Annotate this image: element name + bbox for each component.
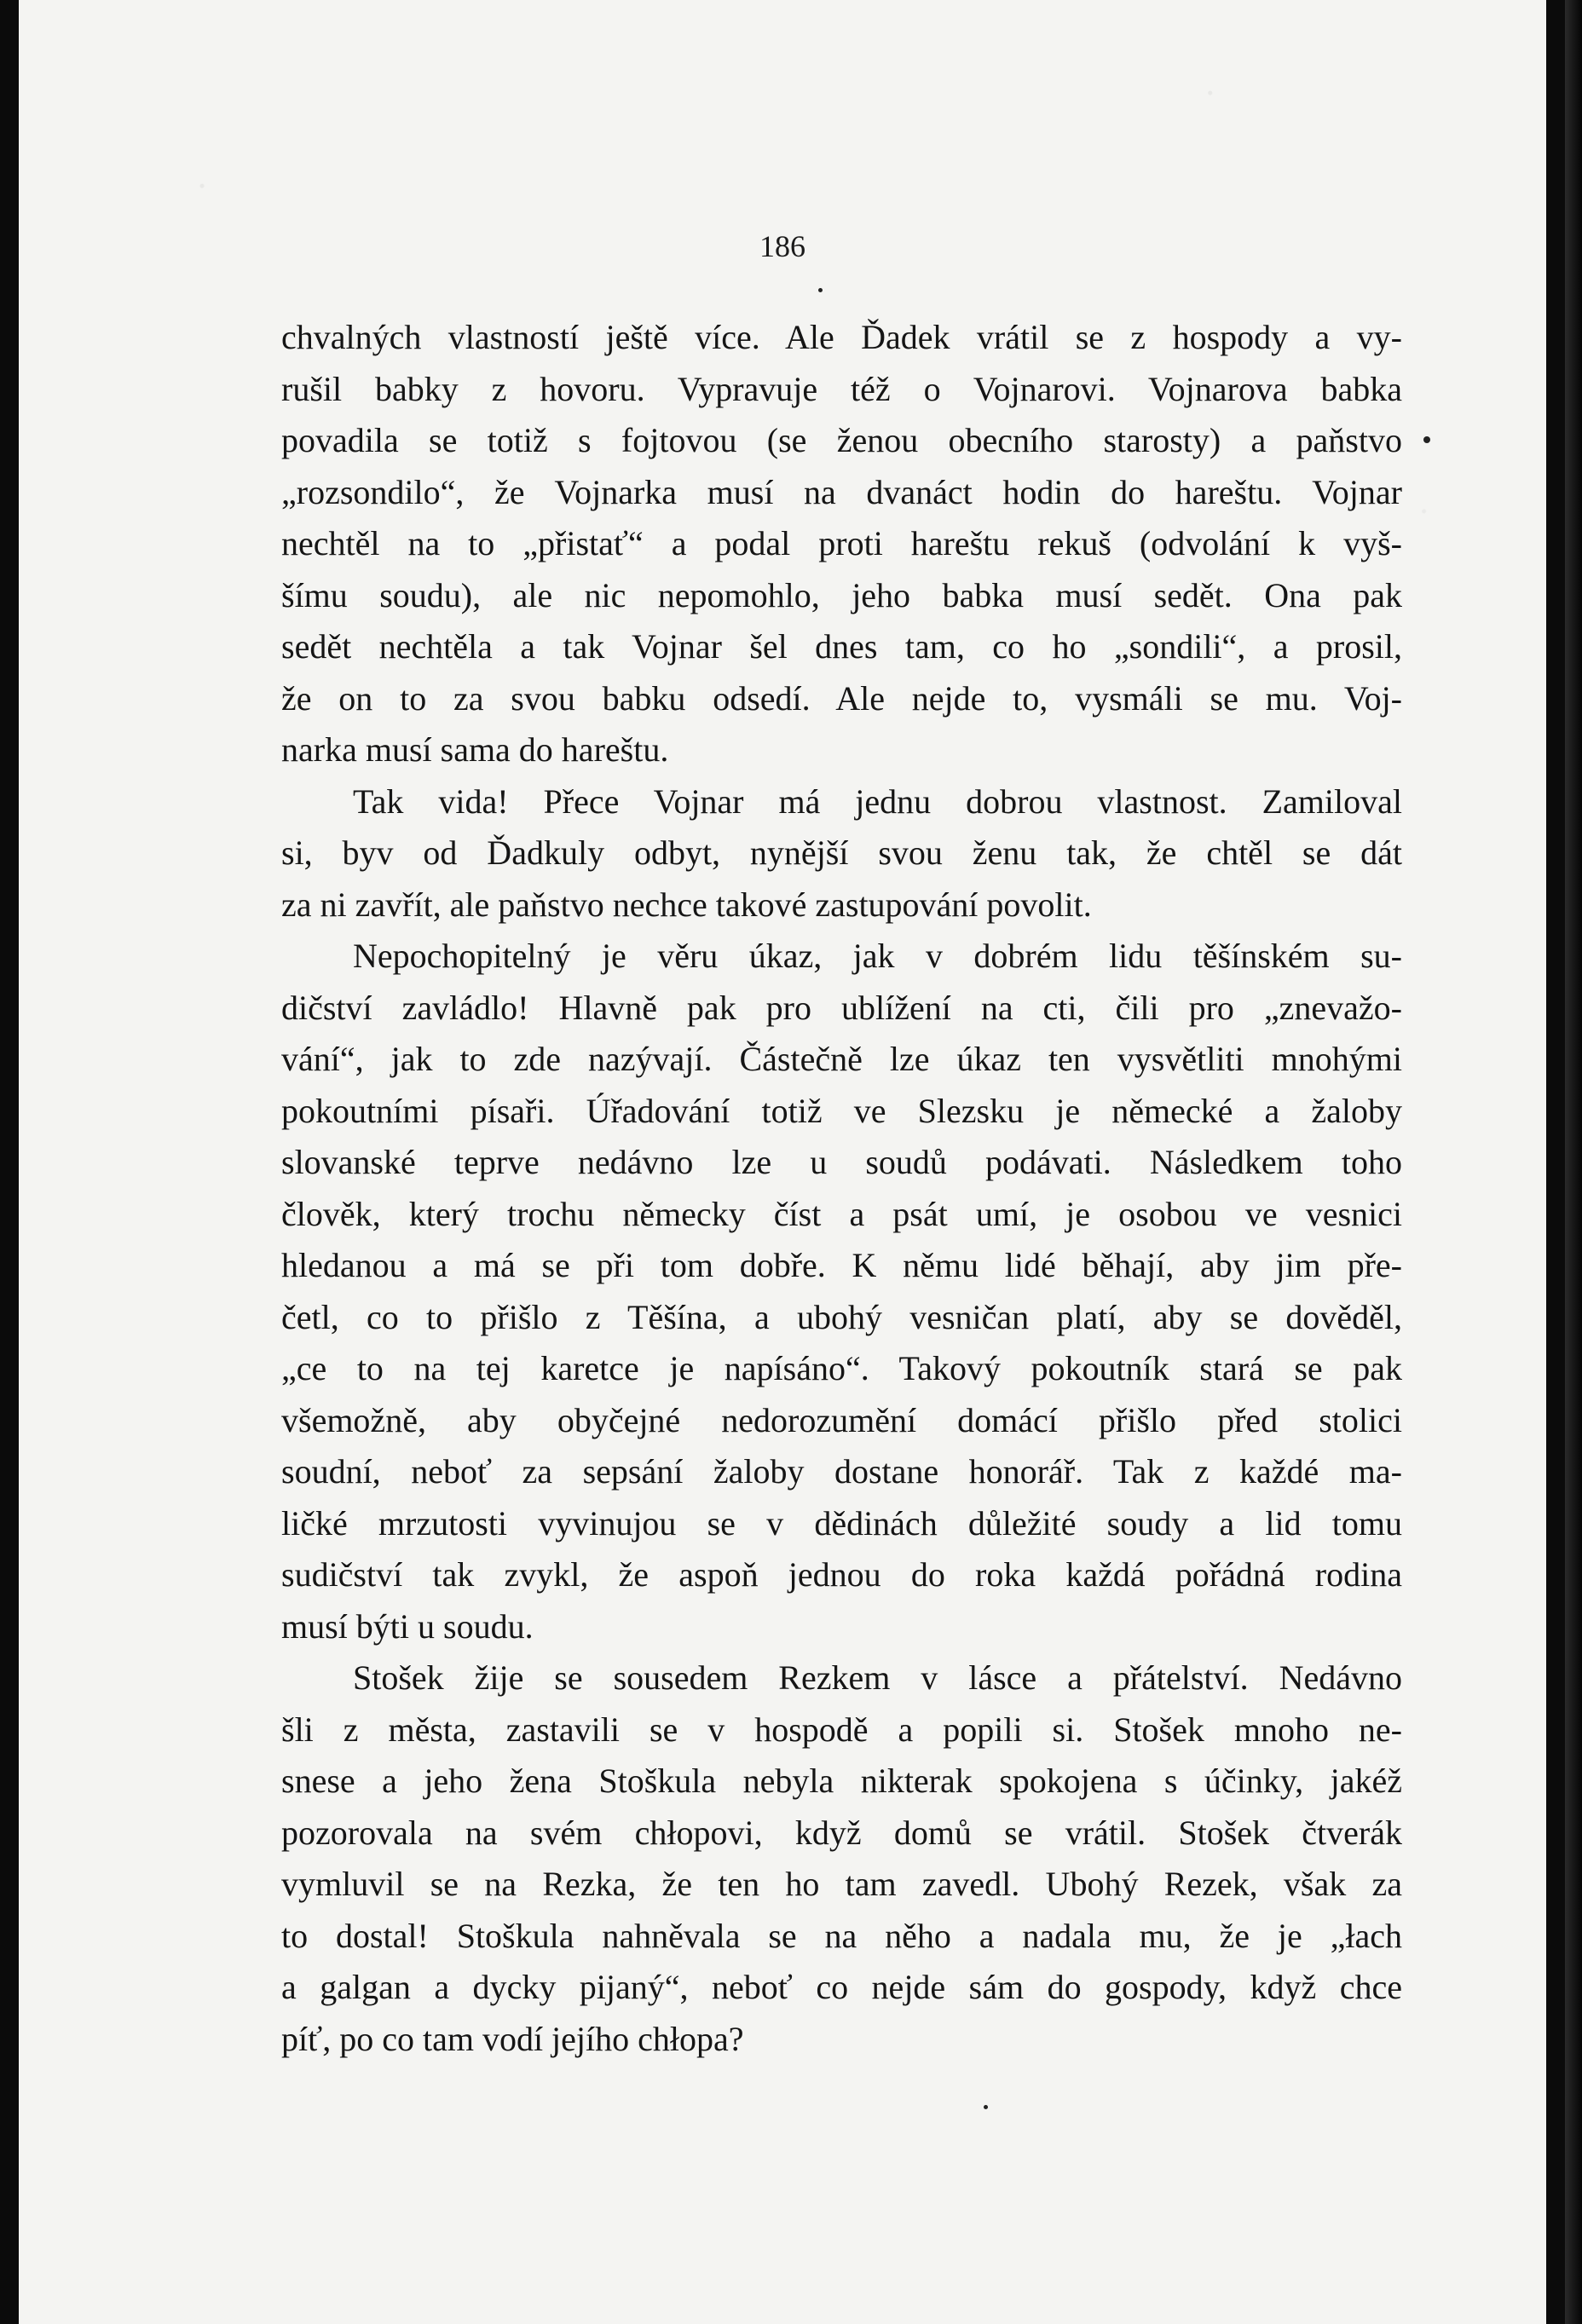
paragraph bbox=[281, 312, 1402, 776]
page-number: 186 bbox=[759, 229, 805, 263]
text-line: za ni zavřít, ale paňstvo nechce takové zastupování povolit. bbox=[281, 885, 1092, 924]
text-line: hledanou a má se při tom dobře. K němu lidé běhají, aby jim pře- bbox=[281, 1246, 1402, 1284]
text-line: že on to za svou babku odsedí. Ale nejde to, vysmáli se mu. Voj- bbox=[281, 678, 1402, 718]
scan-edge bbox=[1565, 0, 1582, 2324]
text-line: člověk, který trochu německy číst a psát umí, je osobou ve vesnici bbox=[281, 1194, 1402, 1233]
text-line: sudičství tak zvykl, že aspoň jednou do roka každá pořádná rodina bbox=[281, 1555, 1402, 1594]
text-line: ličké mrzutosti vyvinujou se v dědinách důležité soudy a lid tomu bbox=[281, 1503, 1402, 1543]
text-line: Stošek žije se sousedem Rezkem v lásce a přátelství. Nedávno bbox=[353, 1658, 1402, 1697]
text-line: Tak vida! Přece Vojnar má jednu dobrou vlastnost. Zamiloval bbox=[353, 781, 1402, 821]
text-line: snese a jeho žena Stoškula nebyla nikterak spokojena s účinky, jakéž bbox=[281, 1762, 1402, 1800]
text-line: povadila se totiž s fojtovou (se ženou obecního starosty) a paňstvo bbox=[281, 421, 1402, 459]
text-line: dičství zavládlo! Hlavně pak pro ublížení na cti, čili pro „znevažo- bbox=[281, 988, 1402, 1027]
text-line: musí býti u soudu. bbox=[281, 1606, 534, 1646]
paragraph bbox=[281, 1652, 1402, 2065]
text-line: slovanské teprve nedávno lze u soudů podávati. Následkem toho bbox=[281, 1143, 1402, 1181]
text-line: Nepochopitelný je věru úkaz, jak v dobrém lidu těšínském su- bbox=[353, 937, 1402, 975]
print-speck bbox=[1423, 436, 1430, 443]
text-line: „rozsondilo“, že Vojnarka musí na dvanáct hodin do hareštu. Vojnar bbox=[281, 472, 1402, 511]
text-line: si, byv od Ďadkuly odbyt, nynější svou ženu tak, že chtěl se dát bbox=[281, 833, 1402, 872]
text-line: vání“, jak to zde nazývají. Částečně lze úkaz ten vysvětliti mnohými bbox=[281, 1040, 1402, 1078]
text-line: vymluvil se na Rezka, že ten ho tam zavedl. Ubohý Rezek, však za bbox=[281, 1865, 1402, 1903]
text-line: rušil babky z hovoru. Vypravuje též o Vojnarovi. Vojnarova babka bbox=[281, 369, 1402, 408]
text-line: pozorovala na svém chłopovi, když domů se vrátil. Stošek čtverák bbox=[281, 1813, 1402, 1852]
text-line: to dostal! Stoškula nahněvala se na něho a nadala mu, že je „łach bbox=[281, 1916, 1402, 1955]
text-line: šli z města, zastavili se v hospodě a popili si. Stošek mnoho ne- bbox=[281, 1710, 1402, 1749]
text-line: sedět nechtěla a tak Vojnar šel dnes tam, co ho „sondili“, a prosil, bbox=[281, 627, 1402, 666]
text-line: píť, po co tam vodí jejího chłopa? bbox=[281, 2019, 744, 2058]
text-line: chvalných vlastností ještě více. Ale Ďadek vrátil se z hospody a vy- bbox=[281, 318, 1402, 356]
text-line: všemožně, aby obyčejné nedorozumění domácí přišlo před stolici bbox=[281, 1400, 1402, 1439]
text-line: pokoutními písaři. Úřadování totiž ve Slezsku je německé a žaloby bbox=[281, 1091, 1402, 1130]
paragraph bbox=[281, 931, 1402, 1652]
text-line: četl, co to přišlo z Těšína, a ubohý vesničan platí, aby se dověděl, bbox=[281, 1297, 1402, 1336]
text-line: šímu soudu), ale nic nepomohlo, jeho babka musí sedět. Ona pak bbox=[281, 575, 1402, 614]
paragraph bbox=[281, 776, 1402, 931]
text-line: nechtěl na to „přistať“ a podal proti hareštu rekuš (odvolání k vyš- bbox=[281, 524, 1402, 562]
text-line: „ce to na tej karetce je napísáno“. Takový pokoutník stará se pak bbox=[281, 1349, 1402, 1387]
print-speck bbox=[984, 2105, 988, 2109]
book-page bbox=[19, 0, 1546, 2324]
body-text bbox=[281, 312, 1402, 2065]
text-line: soudní, neboť za sepsání žaloby dostane honorář. Tak z každé ma- bbox=[281, 1452, 1402, 1491]
text-line: narka musí sama do hareštu. bbox=[281, 730, 669, 769]
text-line: a galgan a dycky pijaný“, neboť co nejde sám do gospody, když chce bbox=[281, 1968, 1402, 2006]
print-speck bbox=[818, 288, 823, 292]
